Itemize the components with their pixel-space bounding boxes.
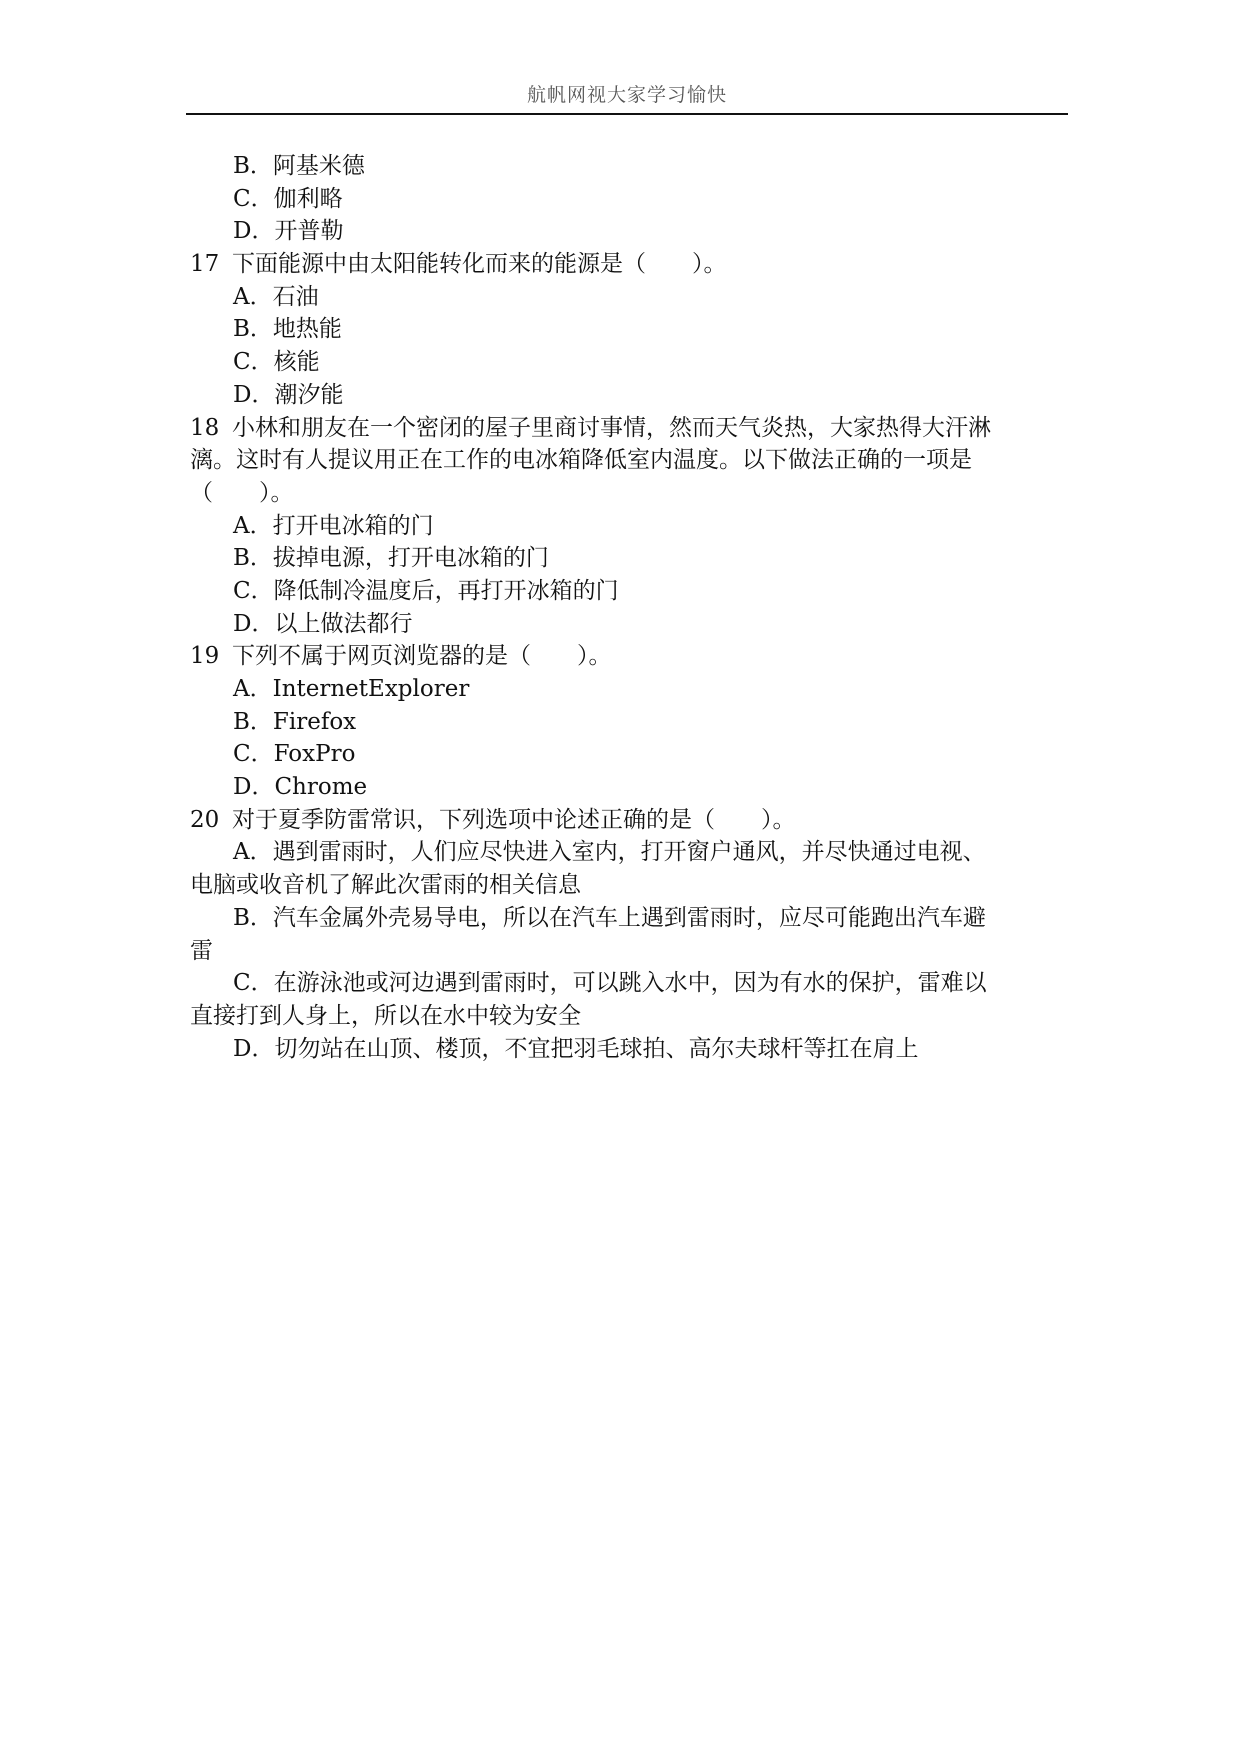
q18-option-c: C．降低制冷温度后，再打开冰箱的门 — [233, 577, 619, 604]
q19-stem: 下列不属于网页浏览器的是（ ）。 — [232, 643, 612, 670]
q19-option-b: B．Firefox — [233, 708, 357, 735]
q19-number: 19 — [190, 643, 220, 670]
q19-option-c: C．FoxPro — [233, 741, 356, 768]
q18-option-d: D．以上做法都行 — [233, 610, 413, 637]
q17-stem: 下面能源中由太阳能转化而来的能源是（ ）。 — [232, 251, 727, 278]
q20-stem-line — [190, 804, 1068, 837]
q16-option-d: D．开普勒 — [233, 218, 344, 245]
q18-option-b: B．拔掉电源，打开电冰箱的门 — [233, 545, 549, 572]
q16-option-b: B．阿基米德 — [233, 153, 365, 179]
q17-stem-line — [190, 248, 1068, 281]
q20-number: 20 — [190, 806, 220, 833]
q20-option-b-line-2: 雷 — [190, 937, 213, 964]
q20-option-b-line-1: B．汽车金属外壳易导电，所以在汽车上遇到雷雨时，应尽可能跑出汽车避 — [233, 904, 986, 931]
q16-option-c: C．伽利略 — [233, 185, 343, 212]
q17-option-d: D．潮汐能 — [233, 381, 344, 408]
page-header: 航帆网视大家学习愉快 — [526, 84, 727, 106]
q18-stem-line-2: 漓。这时有人提议用正在工作的电冰箱降低室内温度。以下做法正确的一项是 — [190, 447, 972, 474]
q20-stem: 对于夏季防雷常识，下列选项中论述正确的是（ ）。 — [232, 806, 796, 833]
q19-stem-line — [190, 640, 1068, 673]
q17-option-c: C．核能 — [233, 349, 320, 376]
q18-stem-line-3: （ ）。 — [190, 479, 294, 506]
q19-option-a: A．InternetExplorer — [233, 676, 470, 702]
q19-option-d: D．Chrome — [233, 774, 368, 801]
q18-number: 18 — [190, 414, 220, 441]
q18-stem-line-1 — [190, 412, 1068, 445]
q20-option-c-line-1: C．在游泳池或河边遇到雷雨时，可以跳入水中，因为有水的保护，雷难以 — [233, 970, 987, 997]
q17-option-b: B．地热能 — [233, 316, 342, 343]
q17-option-a: A．石油 — [233, 283, 319, 310]
question-list — [190, 150, 1068, 1065]
q20-option-a-line-1: A．遇到雷雨时，人们应尽快进入室内，打开窗户通风，并尽快通过电视、 — [233, 839, 986, 866]
q20-option-c-line-2: 直接打到人身上，所以在水中较为安全 — [190, 1002, 581, 1029]
q17-number: 17 — [190, 251, 220, 278]
q18-stem-part-1: 小林和朋友在一个密闭的屋子里商讨事情，然而天气炎热，大家热得大汗淋 — [232, 414, 991, 441]
header-divider — [186, 113, 1068, 115]
q18-option-a: A．打开电冰箱的门 — [233, 512, 434, 539]
q20-option-a-line-2: 电脑或收音机了解此次雷雨的相关信息 — [190, 872, 581, 899]
q20-option-d: D．切勿站在山顶、楼顶，不宜把羽毛球拍、高尔夫球杆等扛在肩上 — [233, 1035, 919, 1062]
